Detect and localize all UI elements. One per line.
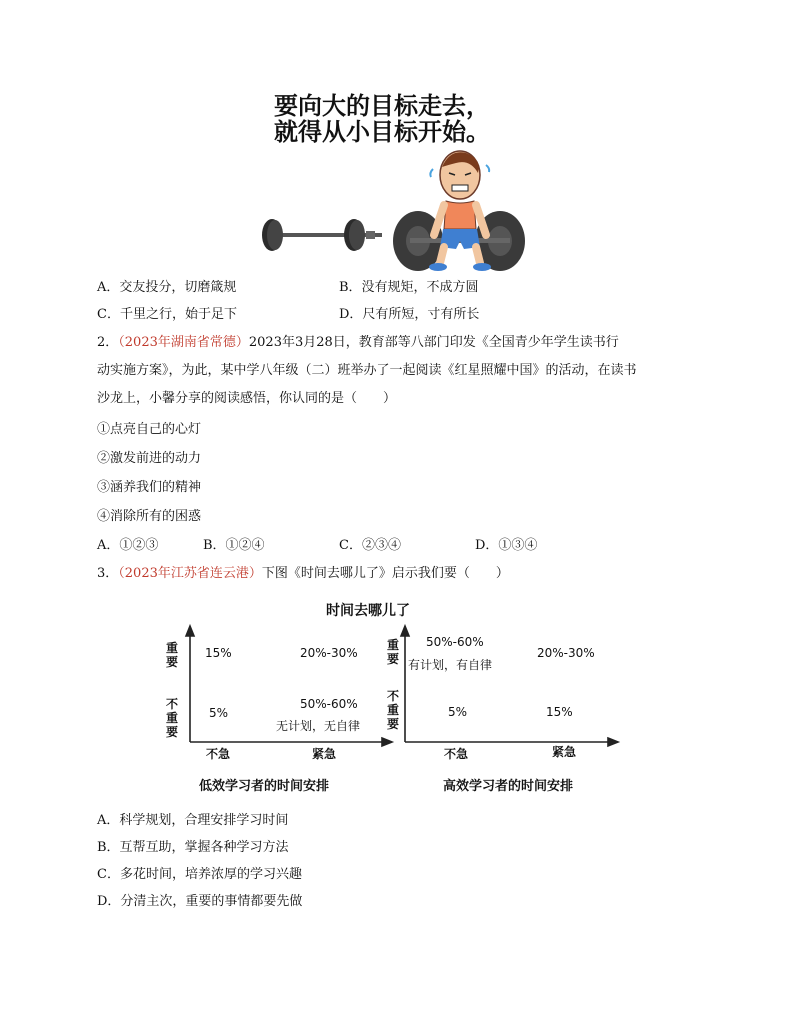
q3-source: （2023年江苏省连云港） xyxy=(118,566,262,581)
left-axis-label-important: 重要 xyxy=(165,641,178,669)
right-cell-important-not-urgent-note: 有计划，有自律 xyxy=(408,658,493,672)
q2-stem-line-3: 沙龙上，小馨分享的阅读感悟，你认同的是（ ） xyxy=(97,391,397,406)
q2-option-a[interactable]: A．①②③ xyxy=(97,538,159,553)
right-cell-important-urgent: 20%-30% xyxy=(537,646,595,660)
q1-option-d[interactable]: D．尺有所短，寸有所长 xyxy=(339,307,480,322)
q3-option-a[interactable]: A．科学规划，合理安排学习时间 xyxy=(97,813,289,828)
q2-item-2: ②激发前进的动力 xyxy=(97,451,202,466)
left-axis-label-urgent: 紧急 xyxy=(312,747,337,761)
q2-number: 2． xyxy=(97,335,119,350)
left-cell-important-not-urgent: 15% xyxy=(205,646,232,660)
q2-option-c[interactable]: C．②③④ xyxy=(339,538,401,553)
left-cell-important-urgent: 20%-30% xyxy=(300,646,358,660)
q3-option-d[interactable]: D．分清主次，重要的事情都要先做 xyxy=(97,894,303,909)
right-axis-label-important: 重要 xyxy=(386,638,399,666)
q3-option-c[interactable]: C．多花时间，培养浓厚的学习兴趣 xyxy=(97,867,302,882)
left-axis-label-unimportant: 不重要 xyxy=(165,697,178,739)
right-cell-unimportant-urgent: 15% xyxy=(546,705,573,719)
right-axis-label-not-urgent: 不急 xyxy=(444,747,469,761)
weightlifting-illustration xyxy=(250,145,550,275)
q2-item-4: ④消除所有的困惑 xyxy=(97,509,202,524)
q2-stem-line-2: 动实施方案》，为此，某中学八年级（二）班举办了一起阅读《红星照耀中国》的活动，在读书 xyxy=(97,363,637,378)
q2-stem-line-1 xyxy=(97,334,619,352)
q2-item-3: ③涵养我们的精神 xyxy=(97,480,202,495)
q2-item-1: ①点亮自己的心灯 xyxy=(97,422,202,437)
q3-number: 3． xyxy=(97,566,119,581)
right-cell-important-not-urgent: 50%-60% xyxy=(426,635,484,649)
q2-option-b[interactable]: B．①②④ xyxy=(203,538,265,553)
q2-source: （2023年湖南省常德） xyxy=(118,335,249,350)
weightlifter-icon xyxy=(393,151,525,271)
q2-option-d[interactable]: D．①③④ xyxy=(475,538,538,553)
small-barbell-icon xyxy=(262,219,382,251)
q1-option-a[interactable]: A．交友投分，切磨箴规 xyxy=(97,280,237,295)
q2-stem-text: 2023年3月28日，教育部等八部门印发《全国青少年学生读书行 xyxy=(248,335,619,350)
q1-option-b[interactable]: B．没有规矩，不成方圆 xyxy=(339,280,479,295)
q3-option-b[interactable]: B．互帮互助，掌握各种学习方法 xyxy=(97,840,289,855)
chart-title: 时间去哪儿了 xyxy=(326,603,410,619)
right-axis-label-unimportant: 不重要 xyxy=(386,689,399,731)
q3-stem xyxy=(97,565,509,583)
q3-stem-text: 下图《时间去哪儿了》启示我们要（ ） xyxy=(261,566,509,581)
left-cell-unimportant-urgent-note: 无计划，无自律 xyxy=(276,719,361,733)
left-axis-label-not-urgent: 不急 xyxy=(206,747,231,761)
right-axis-label-urgent: 紧急 xyxy=(552,745,577,759)
left-cell-unimportant-not-urgent: 5% xyxy=(209,706,229,720)
slogan-line-2: 就得从小目标开始。 xyxy=(274,117,490,146)
right-cell-unimportant-not-urgent: 5% xyxy=(448,705,468,719)
left-panel-caption: 低效学习者的时间安排 xyxy=(199,779,330,794)
right-panel-caption: 高效学习者的时间安排 xyxy=(443,779,574,794)
slogan-line-1: 要向大的目标走去， xyxy=(274,91,490,120)
q1-option-c[interactable]: C．千里之行，始于足下 xyxy=(97,307,237,322)
left-cell-unimportant-urgent: 50%-60% xyxy=(300,697,358,711)
